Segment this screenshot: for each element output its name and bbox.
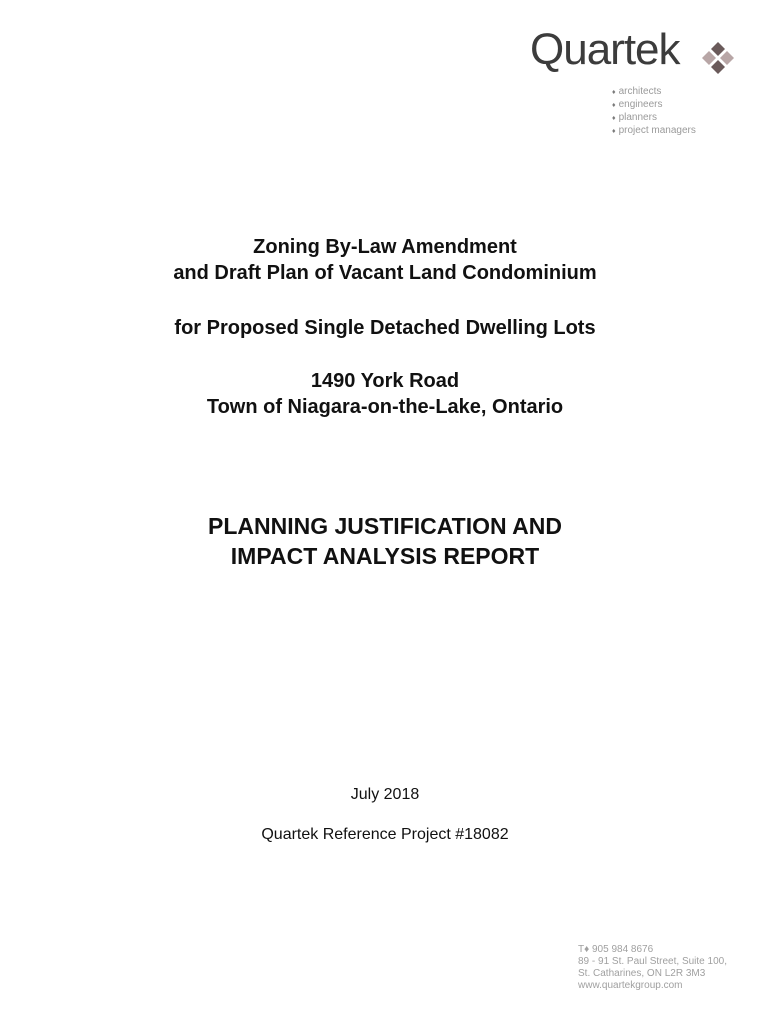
tagline-item: ♦ engineers — [612, 99, 663, 110]
tagline-item: ♦ architects — [612, 86, 662, 97]
report-title-line-2: IMPACT ANALYSIS REPORT — [230, 543, 540, 569]
contact-phone: T♦ 905 984 8676 — [578, 944, 654, 955]
report-title — [0, 511, 770, 571]
contact-block — [578, 944, 727, 992]
tagline-item: ♦ project managers — [612, 125, 696, 136]
bullet-icon: ♦ — [612, 102, 616, 109]
contact-website: www.quartekgroup.com — [578, 980, 683, 991]
logo-diamond-icon — [698, 40, 738, 80]
report-date: July 2018 — [350, 786, 420, 803]
bullet-icon: ♦ — [612, 115, 616, 122]
title-line-1: Zoning By-Law Amendment — [253, 236, 517, 258]
contact-city: St. Catharines, ON L2R 3M3 — [578, 968, 706, 979]
logo-wordmark: Quartek — [530, 25, 680, 74]
tagline-item: ♦ planners — [612, 112, 657, 123]
title-line-2: and Draft Plan of Vacant Land Condominium — [173, 262, 597, 284]
contact-street: 89 - 91 St. Paul Street, Suite 100, — [578, 956, 727, 967]
proposal-subtitle: for Proposed Single Detached Dwelling Lots — [174, 317, 596, 339]
bullet-icon: ♦ — [612, 128, 616, 135]
logo-tagline — [612, 86, 696, 138]
bullet-icon: ♦ — [612, 89, 616, 96]
application-title — [0, 234, 770, 286]
site-address: 1490 York Road — [310, 370, 460, 392]
report-title-line-1: PLANNING JUSTIFICATION AND — [208, 513, 562, 539]
site-location — [0, 368, 770, 420]
company-logo — [530, 25, 750, 148]
reference-number: Quartek Reference Project #18082 — [261, 826, 509, 843]
site-town: Town of Niagara-on-the-Lake, Ontario — [206, 396, 564, 418]
